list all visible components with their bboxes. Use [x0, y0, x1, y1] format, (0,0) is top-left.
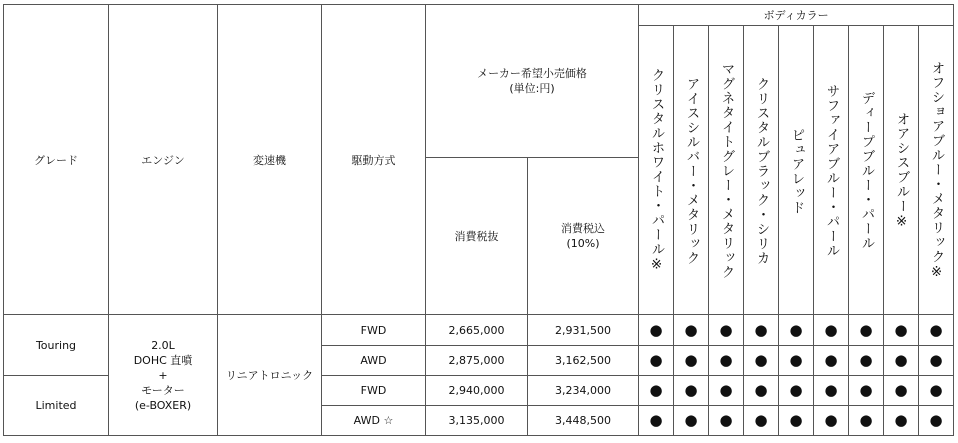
- availability-dot: ●: [849, 315, 884, 346]
- availability-dot: ●: [884, 376, 919, 406]
- availability-dot: ●: [709, 346, 744, 376]
- header-transmission: 変速機: [218, 5, 322, 315]
- drive-cell: AWD ☆: [322, 406, 426, 436]
- availability-dot: ●: [779, 315, 814, 346]
- availability-dot: ●: [814, 346, 849, 376]
- color-header-2: [709, 26, 744, 315]
- header-price-line1: メーカー希望小売価格: [477, 67, 587, 80]
- availability-dot: ●: [709, 315, 744, 346]
- drive-cell: FWD: [322, 315, 426, 346]
- color-header-3: [744, 26, 779, 315]
- color-name: サファイアブルー・パール: [823, 84, 840, 258]
- color-name: クリスタルブラック・シリカ: [753, 76, 770, 266]
- availability-dot: ●: [919, 346, 954, 376]
- color-header-4: [779, 26, 814, 315]
- availability-dot: ●: [744, 315, 779, 346]
- availability-dot: ●: [779, 346, 814, 376]
- header-grade: グレード: [4, 5, 109, 315]
- engine-line4: モーター: [141, 383, 185, 397]
- availability-dot: ●: [744, 406, 779, 436]
- color-name: クリスタルホワイト・パール※: [648, 68, 665, 274]
- color-name: ディープブルー・パール: [858, 91, 875, 251]
- grade-touring: Touring: [4, 315, 109, 376]
- engine-line2: DOHC 直噴: [133, 353, 193, 367]
- engine-line1: 2.0L: [151, 338, 175, 352]
- header-engine: エンジン: [109, 5, 218, 315]
- price-excl-cell: 3,135,000: [426, 406, 528, 436]
- engine-line3: +: [158, 368, 168, 382]
- availability-dot: ●: [674, 376, 709, 406]
- header-drive: 駆動方式: [322, 5, 426, 315]
- availability-dot: ●: [639, 376, 674, 406]
- price-incl-cell: 3,448,500: [528, 406, 639, 436]
- availability-dot: ●: [639, 315, 674, 346]
- availability-dot: ●: [849, 376, 884, 406]
- color-name: オアシスブルー※: [893, 111, 910, 231]
- price-excl-cell: 2,665,000: [426, 315, 528, 346]
- header-price-line2: (単位:円): [509, 82, 555, 95]
- table-row: [4, 315, 954, 346]
- engine-line5: (e-BOXER): [134, 398, 192, 412]
- availability-dot: ●: [814, 406, 849, 436]
- availability-dot: ●: [709, 376, 744, 406]
- spec-table-container: [3, 4, 954, 436]
- color-header-1: [674, 26, 709, 315]
- availability-dot: ●: [744, 346, 779, 376]
- drive-cell: FWD: [322, 376, 426, 406]
- availability-dot: ●: [779, 376, 814, 406]
- availability-dot: ●: [814, 315, 849, 346]
- engine-cell: [109, 315, 218, 436]
- availability-dot: ●: [709, 406, 744, 436]
- availability-dot: ●: [674, 346, 709, 376]
- availability-dot: ●: [849, 406, 884, 436]
- availability-dot: ●: [639, 346, 674, 376]
- color-name: オフショアブルー・メタリック※: [928, 61, 945, 281]
- header-price: [426, 5, 639, 158]
- price-incl-cell: 3,234,000: [528, 376, 639, 406]
- availability-dot: ●: [744, 376, 779, 406]
- availability-dot: ●: [779, 406, 814, 436]
- header-price-excl: 消費税抜: [426, 158, 528, 315]
- price-spec-table: [3, 4, 954, 436]
- grade-limited: Limited: [4, 376, 109, 436]
- availability-dot: ●: [884, 346, 919, 376]
- color-name: アイスシルバー・メタリック: [683, 76, 700, 266]
- availability-dot: ●: [814, 376, 849, 406]
- header-price-incl-line1: 消費税込: [561, 222, 605, 235]
- availability-dot: ●: [849, 346, 884, 376]
- color-name: マグネタイトグレー・メタリック: [718, 62, 735, 280]
- transmission-cell: リニアトロニック: [218, 315, 322, 436]
- price-incl-cell: 3,162,500: [528, 346, 639, 376]
- color-header-6: [849, 26, 884, 315]
- color-header-8: [919, 26, 954, 315]
- availability-dot: ●: [919, 376, 954, 406]
- availability-dot: ●: [639, 406, 674, 436]
- color-header-5: [814, 26, 849, 315]
- price-excl-cell: 2,940,000: [426, 376, 528, 406]
- drive-cell: AWD: [322, 346, 426, 376]
- color-name: ピュアレッド: [788, 127, 805, 215]
- availability-dot: ●: [674, 315, 709, 346]
- availability-dot: ●: [884, 406, 919, 436]
- color-header-7: [884, 26, 919, 315]
- header-price-incl-line2: (10%): [566, 237, 600, 250]
- header-price-incl: [528, 158, 639, 315]
- price-excl-cell: 2,875,000: [426, 346, 528, 376]
- header-body-color: ボディカラー: [639, 5, 954, 26]
- availability-dot: ●: [674, 406, 709, 436]
- price-incl-cell: 2,931,500: [528, 315, 639, 346]
- availability-dot: ●: [919, 406, 954, 436]
- availability-dot: ●: [919, 315, 954, 346]
- availability-dot: ●: [884, 315, 919, 346]
- color-header-0: [639, 26, 674, 315]
